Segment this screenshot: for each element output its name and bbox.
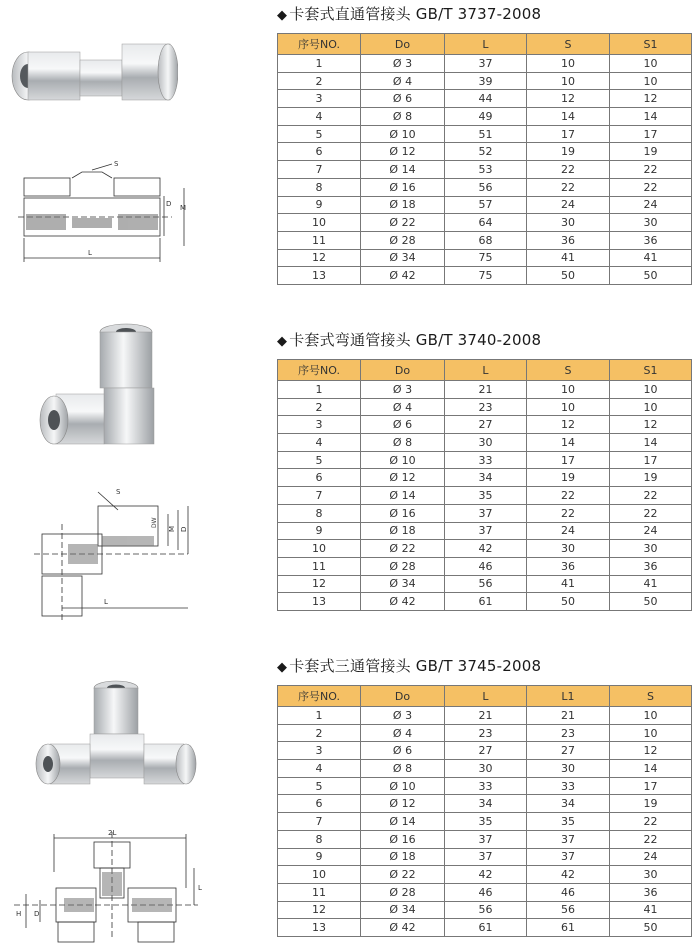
table-cell: 75 [445,267,527,285]
table-cell: 9 [278,196,361,214]
table-cell: 36 [527,557,610,575]
table-cell: 12 [278,575,361,593]
table-cell: 30 [445,760,527,778]
diamond-marker-icon: ◆ [277,8,288,23]
table-cell: 37 [445,522,527,540]
table-cell: 12 [610,90,692,108]
table-cell: 49 [445,108,527,126]
table-row [278,72,692,90]
table-cell: Ø 4 [361,724,445,742]
table-cell: 33 [527,777,610,795]
table-cell: 33 [445,777,527,795]
table-cell: 1 [278,707,361,725]
table-cell: Ø 16 [361,178,445,196]
table-cell: 2 [278,72,361,90]
table-cell: 56 [445,178,527,196]
table-cell: 10 [527,398,610,416]
table-cell: 12 [527,90,610,108]
table-cell: 50 [527,267,610,285]
table-cell: Ø 28 [361,557,445,575]
table-cell: 56 [445,575,527,593]
table-cell: 12 [278,901,361,919]
table-cell: Ø 3 [361,707,445,725]
section-1-title: ◆ 卡套式直通管接头 GB/T 3737-2008 [277,5,542,23]
dim-label-d: D [180,526,188,532]
table-cell: 30 [445,434,527,452]
table-header-row [278,686,692,707]
table-cell: 22 [610,830,692,848]
table-cell: 17 [610,125,692,143]
table-cell: 30 [610,214,692,232]
table-cell: 4 [278,434,361,452]
table-row [278,724,692,742]
table-cell: 30 [610,540,692,558]
table-cell: 50 [610,919,692,937]
table-cell: 52 [445,143,527,161]
table-cell: 8 [278,830,361,848]
table-cell: 10 [527,55,610,73]
table-cell: 7 [278,487,361,505]
table-cell: 2 [278,398,361,416]
spec-table-tee [277,685,692,937]
table-cell: 14 [610,108,692,126]
table-cell: Ø 14 [361,161,445,179]
tee-union-drawing [8,828,213,946]
table-cell: 51 [445,125,527,143]
dim-label-l: L [198,884,202,892]
table-cell: 34 [527,795,610,813]
table-cell: 6 [278,143,361,161]
table-cell: 13 [278,267,361,285]
table-cell: 8 [278,504,361,522]
table-cell: 22 [610,161,692,179]
table-cell: 36 [610,557,692,575]
table-cell: 61 [527,919,610,937]
table-cell: 6 [278,469,361,487]
table-cell: Ø 6 [361,90,445,108]
table-cell: 10 [610,381,692,399]
table-cell: 19 [610,795,692,813]
table-cell: Ø 18 [361,196,445,214]
table-cell: Ø 34 [361,901,445,919]
table-cell: 37 [445,504,527,522]
dim-label-s: S [116,488,121,496]
table-cell: Ø 10 [361,451,445,469]
column-header: L [445,34,527,55]
table-cell: Ø 8 [361,434,445,452]
table-cell: 4 [278,108,361,126]
table-row [278,416,692,434]
table-cell: 56 [445,901,527,919]
table-cell: 21 [445,381,527,399]
table-row [278,540,692,558]
table-cell: 6 [278,795,361,813]
table-row [278,231,692,249]
column-header: Do [361,360,445,381]
table-cell: 30 [610,866,692,884]
table-row [278,813,692,831]
table-cell: 41 [527,575,610,593]
table-cell: 75 [445,249,527,267]
table-cell: 36 [610,883,692,901]
table-cell: Ø 14 [361,813,445,831]
table-cell: 11 [278,883,361,901]
table-cell: 14 [610,434,692,452]
table-cell: 14 [527,108,610,126]
table-cell: Ø 22 [361,214,445,232]
table-cell: 30 [527,540,610,558]
table-cell: 5 [278,451,361,469]
table-row [278,161,692,179]
table-cell: 17 [610,777,692,795]
table-cell: 12 [610,742,692,760]
table-cell: 23 [445,724,527,742]
table-cell: 41 [610,901,692,919]
table-row [278,830,692,848]
table-cell: Ø 42 [361,593,445,611]
table-cell: 27 [445,742,527,760]
table-cell: Ø 4 [361,72,445,90]
table-cell: Ø 22 [361,866,445,884]
column-header: S [527,34,610,55]
table-row [278,919,692,937]
column-header: 序号NO. [278,360,361,381]
table-row [278,848,692,866]
elbow-union-photo [34,322,164,450]
table-cell: Ø 12 [361,795,445,813]
table-cell: 10 [278,866,361,884]
table-header-row [278,360,692,381]
table-cell: 24 [527,196,610,214]
column-header: S1 [610,360,692,381]
table-cell: 53 [445,161,527,179]
table-cell: 22 [527,504,610,522]
table-cell: Ø 28 [361,231,445,249]
table-cell: 17 [527,451,610,469]
table-row [278,55,692,73]
table-cell: 57 [445,196,527,214]
table-cell: 37 [445,830,527,848]
table-cell: 14 [610,760,692,778]
table-cell: Ø 12 [361,469,445,487]
table-cell: 37 [527,830,610,848]
table-cell: Ø 18 [361,848,445,866]
table-cell: 46 [527,883,610,901]
dim-label-s: S [114,160,119,168]
table-cell: 22 [527,487,610,505]
table-row [278,178,692,196]
table-row [278,451,692,469]
table-cell: 12 [527,416,610,434]
table-row [278,143,692,161]
dim-label-m: M [180,204,187,212]
table-body [278,381,692,611]
table-cell: 13 [278,593,361,611]
table-cell: Ø 18 [361,522,445,540]
table-cell: 19 [610,469,692,487]
table-cell: Ø 3 [361,381,445,399]
table-cell: 22 [527,178,610,196]
dim-label-l: L [88,249,92,257]
table-cell: 50 [610,267,692,285]
table-cell: 23 [527,724,610,742]
table-cell: 17 [610,451,692,469]
table-body [278,707,692,937]
table-row [278,267,692,285]
table-cell: 35 [445,813,527,831]
table-row [278,866,692,884]
table-cell: Ø 42 [361,919,445,937]
table-cell: 42 [445,866,527,884]
table-cell: Ø 6 [361,742,445,760]
table-cell: 10 [610,707,692,725]
table-cell: 30 [527,760,610,778]
column-header: Do [361,34,445,55]
table-cell: 17 [527,125,610,143]
table-cell: 36 [527,231,610,249]
table-cell: 22 [527,161,610,179]
table-cell: Ø 8 [361,760,445,778]
table-cell: 22 [610,178,692,196]
table-cell: 12 [610,416,692,434]
column-header: L [445,360,527,381]
table-cell: Ø 8 [361,108,445,126]
table-cell: Ø 16 [361,830,445,848]
table-row [278,469,692,487]
spec-table-elbow [277,359,692,611]
table-cell: 1 [278,55,361,73]
table-cell: 4 [278,760,361,778]
table-header [278,34,692,55]
column-header: S [610,686,692,707]
table-cell: Ø 3 [361,55,445,73]
dim-label-d: D [166,200,172,208]
table-cell: 27 [445,416,527,434]
dim-label-m: M [168,525,176,532]
tee-union-photo [30,678,202,796]
table-cell: 10 [278,540,361,558]
table-cell: 21 [527,707,610,725]
table-row [278,760,692,778]
table-cell: 2 [278,724,361,742]
column-header: S [527,360,610,381]
table-cell: 46 [445,557,527,575]
diamond-marker-icon: ◆ [277,334,288,349]
table-cell: 11 [278,557,361,575]
table-cell: 19 [527,143,610,161]
table-cell: 14 [527,434,610,452]
table-row [278,214,692,232]
table-row [278,381,692,399]
table-cell: 5 [278,125,361,143]
table-cell: Ø 16 [361,504,445,522]
table-cell: 46 [445,883,527,901]
table-cell: 11 [278,231,361,249]
column-header: Do [361,686,445,707]
table-cell: 41 [610,575,692,593]
table-cell: 64 [445,214,527,232]
table-cell: 8 [278,178,361,196]
dim-label-l: L [104,598,108,606]
table-cell: Ø 22 [361,540,445,558]
table-cell: Ø 10 [361,777,445,795]
table-row [278,742,692,760]
table-cell: Ø 4 [361,398,445,416]
table-cell: 61 [445,593,527,611]
table-cell: 50 [527,593,610,611]
table-cell: 33 [445,451,527,469]
table-cell: 21 [445,707,527,725]
table-cell: 42 [445,540,527,558]
table-cell: Ø 6 [361,416,445,434]
table-header [278,360,692,381]
table-cell: 3 [278,90,361,108]
table-cell: 22 [610,487,692,505]
table-cell: 10 [610,55,692,73]
dim-label-2l: 2L [108,829,117,837]
table-cell: Ø 28 [361,883,445,901]
table-row [278,108,692,126]
table-cell: 39 [445,72,527,90]
column-header: 序号NO. [278,34,361,55]
column-header: 序号NO. [278,686,361,707]
column-header: L1 [527,686,610,707]
table-cell: 24 [610,196,692,214]
table-cell: 24 [610,522,692,540]
table-cell: 7 [278,813,361,831]
table-cell: 30 [527,214,610,232]
table-cell: 37 [445,848,527,866]
table-cell: 34 [445,469,527,487]
table-cell: 9 [278,848,361,866]
table-cell: 24 [610,848,692,866]
table-cell: 10 [527,72,610,90]
table-cell: 50 [610,593,692,611]
table-cell: 10 [278,214,361,232]
table-cell: 10 [610,398,692,416]
table-cell: 37 [527,848,610,866]
table-cell: Ø 12 [361,143,445,161]
table-cell: Ø 34 [361,575,445,593]
table-cell: 13 [278,919,361,937]
table-cell: Ø 14 [361,487,445,505]
straight-union-photo [8,38,178,110]
table-cell: 27 [527,742,610,760]
table-cell: 19 [610,143,692,161]
table-cell: 41 [527,249,610,267]
table-cell: 41 [610,249,692,267]
table-cell: 44 [445,90,527,108]
table-cell: 10 [610,72,692,90]
table-row [278,434,692,452]
table-cell: 24 [527,522,610,540]
table-cell: 9 [278,522,361,540]
table-row [278,575,692,593]
table-cell: Ø 42 [361,267,445,285]
straight-union-drawing [12,158,192,268]
table-row [278,125,692,143]
table-row [278,249,692,267]
table-cell: 12 [278,249,361,267]
diamond-marker-icon: ◆ [277,660,288,675]
table-header [278,686,692,707]
elbow-union-drawing [28,484,208,624]
table-cell: 10 [527,381,610,399]
table-cell: 68 [445,231,527,249]
column-header: L [445,686,527,707]
table-row [278,487,692,505]
table-row [278,777,692,795]
table-cell: 56 [527,901,610,919]
table-cell: 19 [527,469,610,487]
table-row [278,398,692,416]
table-cell: 23 [445,398,527,416]
table-cell: Ø 34 [361,249,445,267]
table-cell: 7 [278,161,361,179]
column-header: S1 [610,34,692,55]
table-cell: 10 [610,724,692,742]
dim-label-d: D [34,910,40,918]
dim-label-h: H [16,910,22,918]
table-row [278,522,692,540]
table-body [278,55,692,285]
table-cell: 34 [445,795,527,813]
table-cell: 37 [445,55,527,73]
table-row [278,901,692,919]
table-cell: 22 [610,504,692,522]
table-cell: 61 [445,919,527,937]
spec-table-straight [277,33,692,285]
table-row [278,196,692,214]
table-row [278,707,692,725]
table-row [278,593,692,611]
table-cell: 35 [445,487,527,505]
section-2-title: ◆ 卡套式弯通管接头 GB/T 3740-2008 [277,331,542,349]
table-header-row [278,34,692,55]
table-cell: 42 [527,866,610,884]
table-cell: 3 [278,742,361,760]
section-3-title: ◆ 卡套式三通管接头 GB/T 3745-2008 [277,657,542,675]
dim-label-dw: DW [151,517,158,528]
table-row [278,90,692,108]
table-cell: 5 [278,777,361,795]
table-row [278,557,692,575]
table-cell: 3 [278,416,361,434]
table-cell: 35 [527,813,610,831]
table-row [278,883,692,901]
table-cell: Ø 10 [361,125,445,143]
table-cell: 1 [278,381,361,399]
table-cell: 36 [610,231,692,249]
table-row [278,795,692,813]
table-cell: 22 [610,813,692,831]
table-row [278,504,692,522]
